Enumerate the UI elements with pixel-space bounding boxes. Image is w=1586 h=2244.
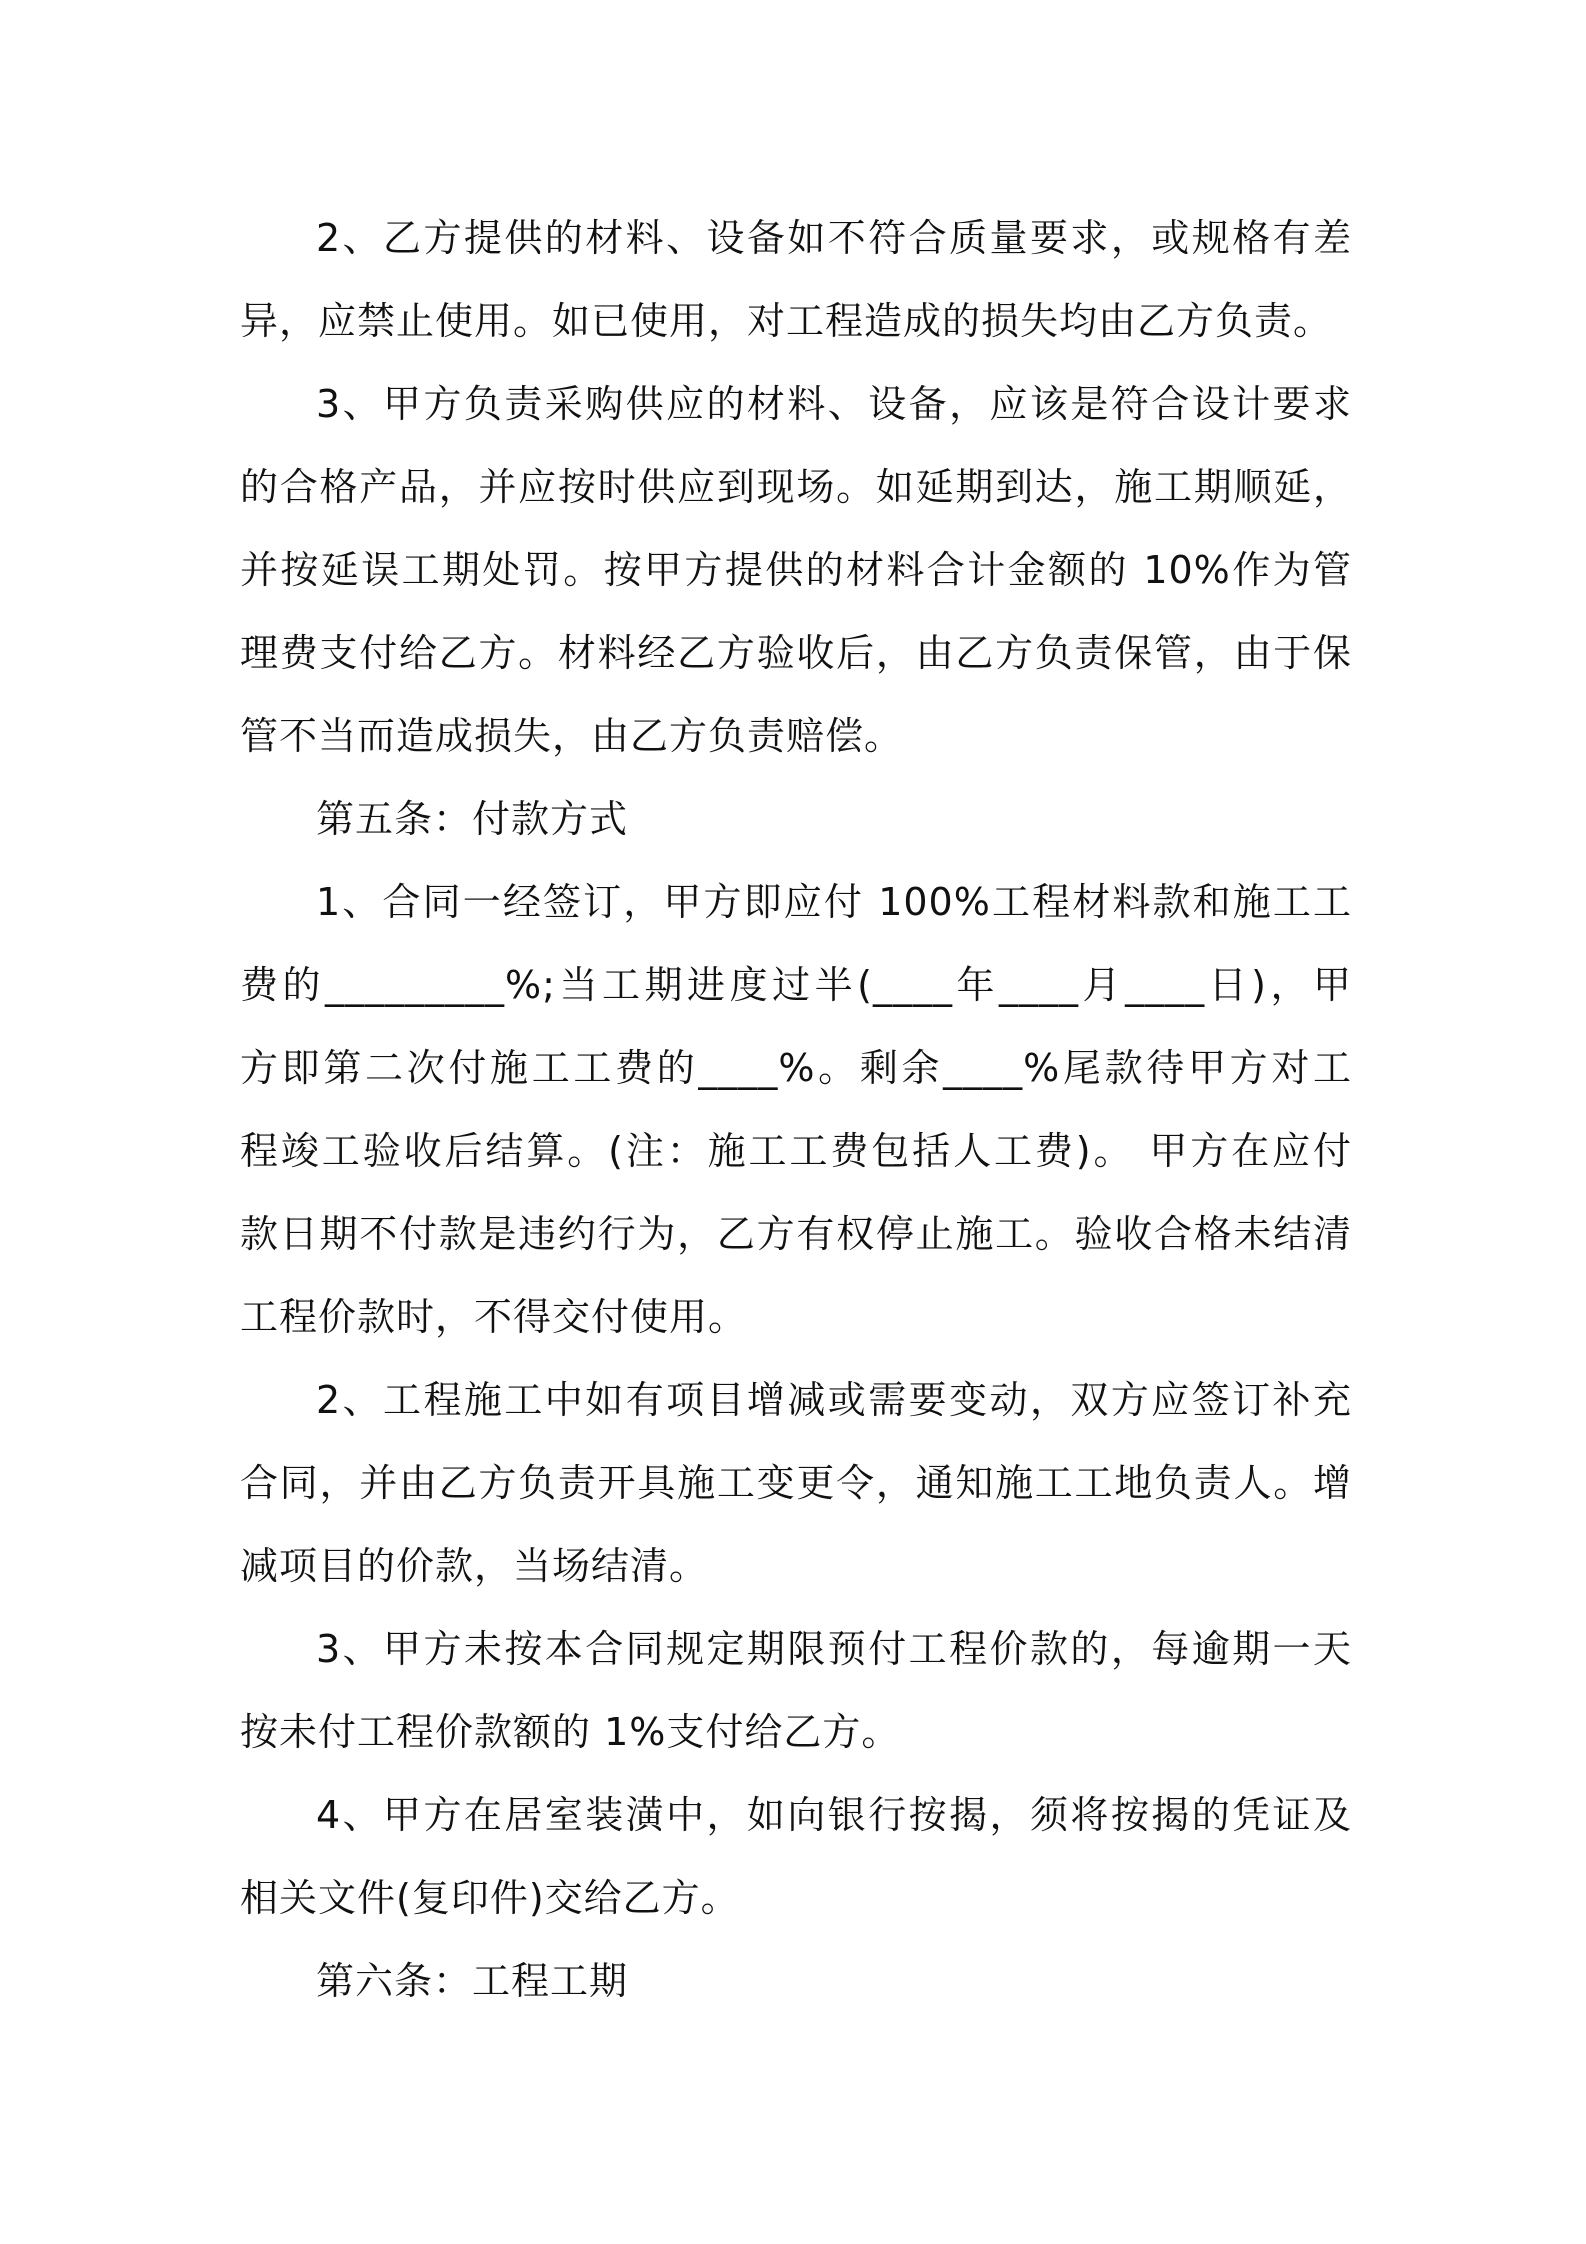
- text-line: 费的_________%;当工期进度过半(____年____月____日)，甲: [240, 963, 1352, 1007]
- text-line: 减项目的价款，当场结清。: [240, 1544, 709, 1588]
- clause-5-item-3: [240, 1608, 1352, 1774]
- text-line: 按未付工程价款额的 1%支付给乙方。: [240, 1710, 901, 1754]
- text-line: 3、甲方负责采购供应的材料、设备，应该是符合设计要求: [316, 382, 1352, 426]
- text-line: 相关文件(复印件)交给乙方。: [240, 1876, 740, 1920]
- clause-4-item-2: [240, 197, 1352, 363]
- text-line: 的合格产品，并应按时供应到现场。如延期到达，施工期顺延，: [240, 465, 1352, 509]
- clause-4-item-3: [240, 363, 1352, 778]
- clause-5-item-2: [240, 1359, 1352, 1608]
- section-heading-schedule: 第六条：工程工期: [316, 1959, 629, 2003]
- text-line: 并按延误工期处罚。按甲方提供的材料合计金额的 10%作为管: [240, 548, 1352, 592]
- text-line: 管不当而造成损失，由乙方负责赔偿。: [240, 714, 904, 758]
- text-line: 理费支付给乙方。材料经乙方验收后，由乙方负责保管，由于保: [240, 631, 1352, 675]
- section-heading-payment: 第五条：付款方式: [316, 797, 629, 841]
- document-body: [240, 197, 1352, 2023]
- text-line: 方即第二次付施工工费的____%。剩余____%尾款待甲方对工: [240, 1046, 1352, 1090]
- text-line: 4、甲方在居室装潢中，如向银行按揭，须将按揭的凭证及: [316, 1793, 1352, 1837]
- text-line: 异，应禁止使用。如已使用，对工程造成的损失均由乙方负责。: [240, 299, 1333, 343]
- text-line: 工程价款时，不得交付使用。: [240, 1295, 748, 1339]
- text-line: 合同，并由乙方负责开具施工变更令，通知施工工地负责人。增: [240, 1461, 1352, 1505]
- text-line: 3、甲方未按本合同规定期限预付工程价款的，每逾期一天: [316, 1627, 1352, 1671]
- text-line: 2、工程施工中如有项目增减或需要变动，双方应签订补充: [316, 1378, 1352, 1422]
- text-line: 2、乙方提供的材料、设备如不符合质量要求，或规格有差: [316, 216, 1352, 260]
- clause-5-item-4: [240, 1774, 1352, 1940]
- text-line: 1、合同一经签订，甲方即应付 100%工程材料款和施工工: [316, 880, 1352, 924]
- text-line: 程竣工验收后结算。(注：施工工费包括人工费)。 甲方在应付: [240, 1129, 1352, 1173]
- clause-5-item-1: [240, 861, 1352, 1359]
- text-line: 款日期不付款是违约行为，乙方有权停止施工。验收合格未结清: [240, 1212, 1352, 1256]
